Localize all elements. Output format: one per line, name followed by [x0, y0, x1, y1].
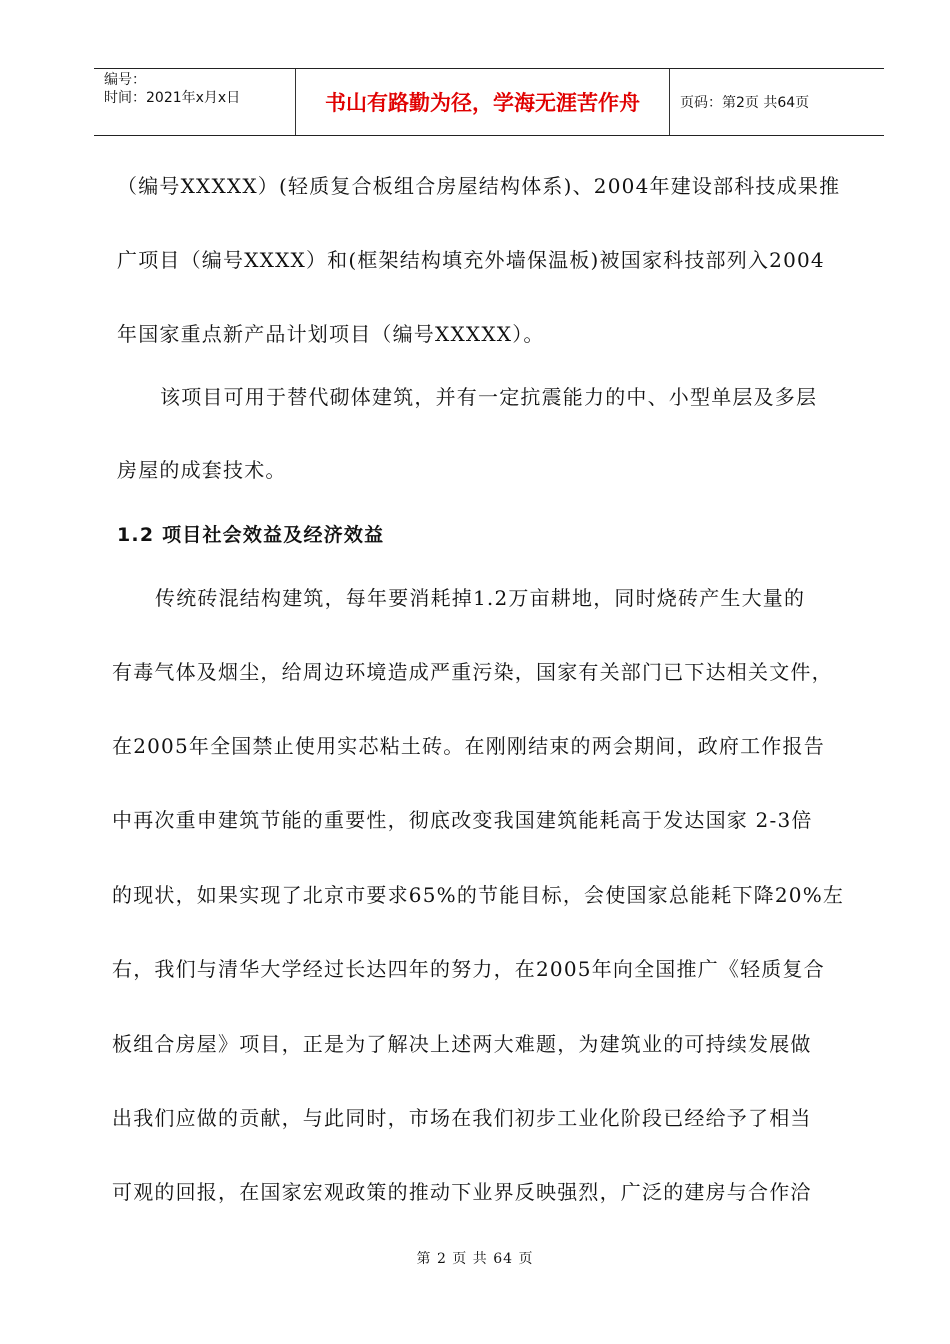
body-line: 年国家重点新产品计划项目（编号XXXXX）。 — [117, 322, 545, 346]
document-time-label: 时间：2021年x月x日 — [104, 90, 241, 106]
body-line: 出我们应做的贡献，与此同时，市场在我们初步工业化阶段已经给予了相当 — [112, 1106, 812, 1130]
page-header — [94, 68, 884, 136]
body-line: 中再次重申建筑节能的重要性，彻底改变我国建筑能耗高于发达国家 2-3倍 — [112, 808, 813, 832]
header-page-number: 页码：第2页 共64页 — [680, 95, 810, 111]
section-heading: 1.2 项目社会效益及经济效益 — [117, 524, 385, 546]
body-line: 的现状，如果实现了北京市要求65%的节能目标，会使国家总能耗下降20%左 — [112, 883, 845, 907]
page-footer: 第 2 页 共 64 页 — [416, 1251, 534, 1267]
body-line: 板组合房屋》项目，正是为了解决上述两大难题，为建筑业的可持续发展做 — [112, 1032, 812, 1056]
header-motto: 书山有路勤为径，学海无涯苦作舟 — [296, 69, 670, 135]
body-line: 广项目（编号XXXX）和(框架结构填充外墙保温板)被国家科技部列入2004 — [117, 248, 825, 272]
body-line: 该项目可用于替代砌体建筑，并有一定抗震能力的中、小型单层及多层 — [160, 385, 818, 409]
header-info-cell — [94, 69, 296, 135]
body-line: （编号XXXXX）(轻质复合板组合房屋结构体系)、2004年建设部科技成果推 — [117, 174, 841, 198]
body-line: 可观的回报，在国家宏观政策的推动下业界反映强烈，广泛的建房与合作洽 — [112, 1180, 812, 1204]
document-number-label: 编号： — [104, 72, 146, 88]
body-line: 房屋的成套技术。 — [117, 458, 287, 482]
body-line: 在2005年全国禁止使用实芯粘土砖。在刚刚结束的两会期间，政府工作报告 — [112, 734, 825, 758]
body-line: 传统砖混结构建筑，每年要消耗掉1.2万亩耕地，同时烧砖产生大量的 — [155, 586, 806, 610]
body-line: 有毒气体及烟尘，给周边环境造成严重污染，国家有关部门已下达相关文件， — [112, 660, 833, 684]
body-line: 右，我们与清华大学经过长达四年的努力，在2005年向全国推广《轻质复合 — [112, 957, 825, 981]
